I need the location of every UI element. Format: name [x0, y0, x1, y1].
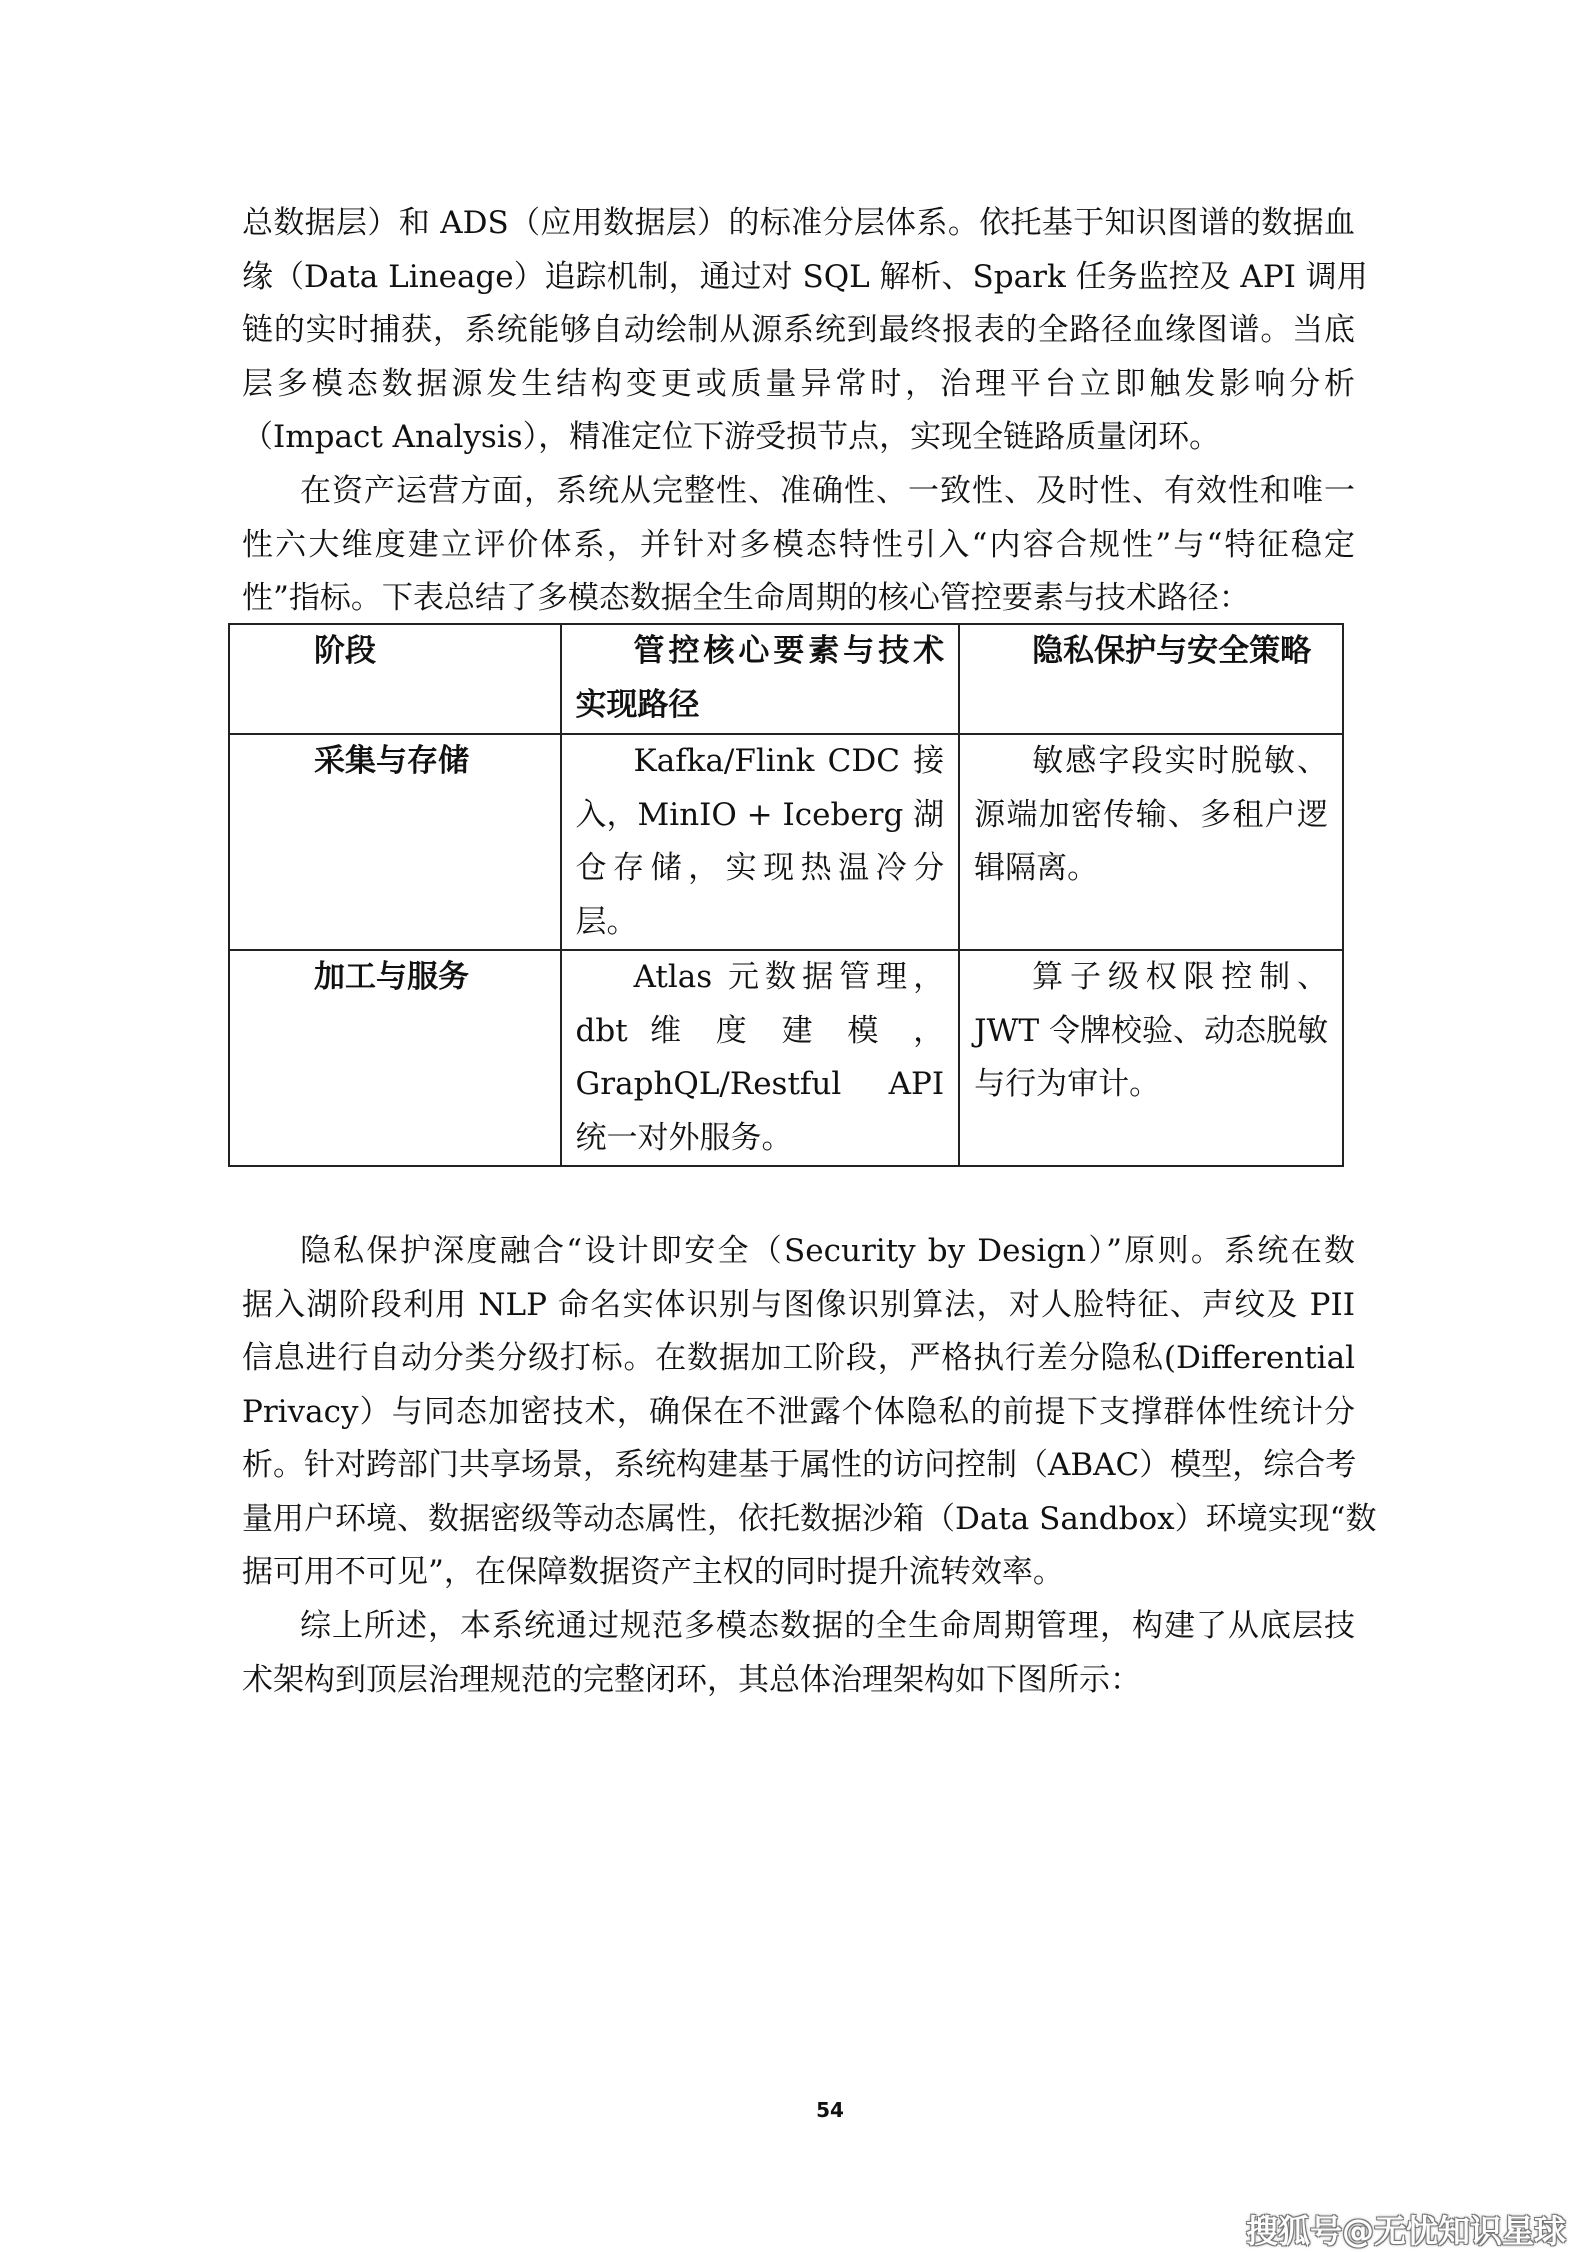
cell-line: 实现路径: [575, 686, 700, 723]
text-line: 信息进行自动分类分级打标。在数据加工阶段，严格执行差分隐私(Differential: [242, 1340, 1355, 1376]
cell-line: 仓存储，实现热温冷分: [575, 850, 945, 886]
header-cell-stage: [229, 624, 561, 734]
text-line: 隐私保护深度融合“设计即安全（Security by Design）”原则。系统在数: [300, 1233, 1355, 1269]
text-line: 综上所述，本系统通过规范多模态数据的全生命周期管理，构建了从底层技: [300, 1608, 1355, 1644]
cell-line: 与行为审计。: [974, 1066, 1161, 1102]
text-line: 术架构到顶层治理规范的完整闭环，其总体治理架构如下图所示：: [242, 1661, 1141, 1698]
cell-privacy: [959, 950, 1343, 1166]
paragraph-summary: [242, 1600, 1355, 1707]
cell-controls: [561, 950, 960, 1166]
text-line: 析。针对跨部门共享场景，系统构建基于属性的访问控制（ABAC）模型，综合考: [242, 1447, 1357, 1483]
cell-line: 隐私保护与安全策略: [1032, 633, 1312, 669]
cell-line: dbt 维 度 建 模 ，: [575, 1012, 945, 1049]
cell-line: Atlas 元数据管理，: [633, 959, 945, 995]
cell-line: 阶段: [314, 633, 376, 669]
text-line: 层多模态数据源发生结构变更或质量异常时，治理平台立即触发影响分析: [242, 365, 1355, 402]
text-line: 总数据层）和 ADS（应用数据层）的标准分层体系。依托基于知识图谱的数据血: [242, 205, 1355, 241]
cell-line: 层。: [575, 903, 638, 940]
cell-line: 算子级权限控制、: [1032, 959, 1328, 995]
table-row: [229, 734, 1343, 950]
paragraph-asset-operation: [242, 465, 1355, 626]
text-line: 缘（Data Lineage）追踪机制，通过对 SQL 解析、Spark 任务监控及 API 调用: [242, 258, 1368, 295]
cell-controls: [561, 734, 960, 950]
page-number: 54: [816, 2098, 844, 2122]
text-line: 据入湖阶段利用 NLP 命名实体识别与图像识别算法，对人脸特征、声纹及 PII: [242, 1286, 1355, 1323]
text-line: （Impact Analysis），精准定位下游受损节点，实现全链路质量闭环。: [242, 419, 1221, 455]
text-line: 性六大维度建立评价体系，并针对多模态特性引入“内容合规性”与“特征稳定: [242, 526, 1355, 563]
lifecycle-table: [228, 623, 1344, 1167]
cell-line: 管控核心要素与技术: [633, 633, 945, 669]
cell-line: Kafka/Flink CDC 接: [633, 743, 945, 779]
header-cell-controls: [561, 624, 960, 734]
cell-stage: [229, 950, 561, 1166]
cell-line: 入，MinIO + Iceberg 湖: [575, 796, 945, 833]
cell-line: 辑隔离。: [974, 850, 1099, 886]
paragraph-privacy: [242, 1225, 1377, 1600]
cell-line: 敏感字段实时脱敏、: [1032, 743, 1328, 779]
table-header-row: [229, 624, 1343, 734]
cell-line: GraphQL/Restful API: [575, 1066, 945, 1102]
table-row: [229, 950, 1343, 1166]
cell-line: 统一对外服务。: [575, 1119, 793, 1156]
text-line: 在资产运营方面，系统从完整性、准确性、一致性、及时性、有效性和唯一: [300, 473, 1355, 509]
cell-privacy: [959, 734, 1343, 950]
text-line: 据可用不可见”，在保障数据资产主权的同时提升流转效率。: [242, 1554, 1064, 1590]
text-line: 性”指标。下表总结了多模态数据全生命周期的核心管控要素与技术路径：: [242, 580, 1250, 616]
cell-stage: [229, 734, 561, 950]
paragraph-lineage: [242, 197, 1368, 465]
cell-line: 采集与存储: [314, 743, 469, 779]
text-line: Privacy）与同态加密技术，确保在不泄露个体隐私的前提下支撑群体性统计分: [242, 1393, 1355, 1430]
cell-line: 加工与服务: [314, 959, 469, 995]
text-line: 量用户环境、数据密级等动态属性，依托数据沙箱（Data Sandbox）环境实现“数: [242, 1500, 1377, 1537]
cell-line: JWT 令牌校验、动态脱敏: [974, 1012, 1328, 1049]
text-line: 链的实时捕获，系统能够自动绘制从源系统到最终报表的全路径血缘图谱。当底: [242, 312, 1355, 348]
watermark: 搜狐号@无忧知识星球: [1246, 2212, 1567, 2250]
header-cell-privacy: [959, 624, 1343, 734]
cell-line: 源端加密传输、多租户逻: [974, 796, 1328, 833]
